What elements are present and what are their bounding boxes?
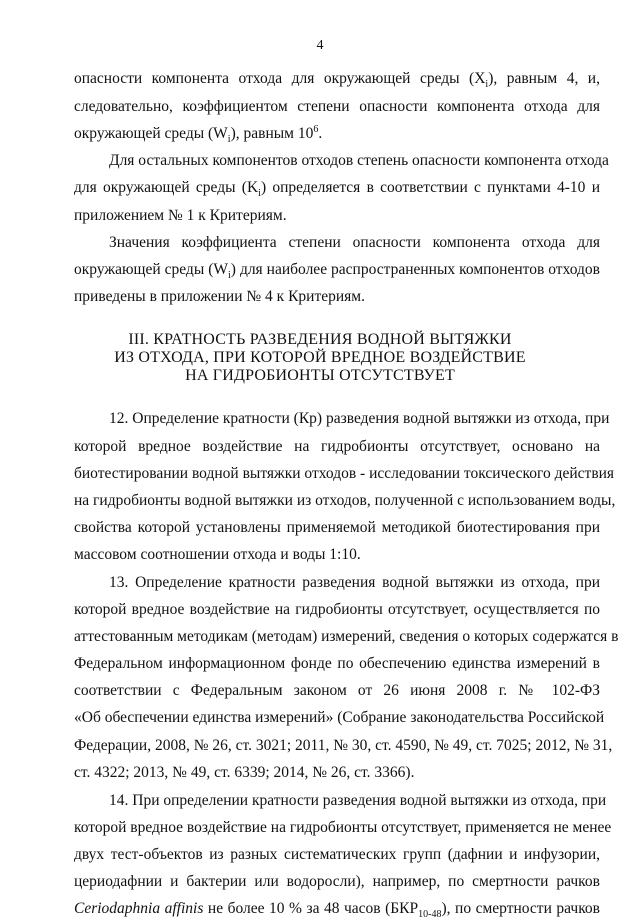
text-line: окружающей среды $(W_i)$, равным $10^6$. — [74, 123, 323, 146]
section-heading: ИЗ ОТХОДА, ПРИ КОТОРОЙ ВРЕДНОЕ ВОЗДЕЙСТВИЕ — [114, 349, 526, 366]
text-line: для окружающей среды $(K_i)$ определяется в соответствии с пунктами 4-10 и — [74, 179, 600, 200]
text-line: 13. Определение кратности разведения водной вытяжки из отхода, при — [109, 574, 600, 591]
text-line: приложением № 1 к Критериям. — [74, 207, 287, 224]
text-line: Для остальных компонентов отходов степень опасности компонента отхода — [109, 152, 609, 169]
text-line: которой вредное воздействие на гидробионты отсутствует, применяется не менее — [74, 819, 612, 836]
text-line: опасности компонента отхода для окружающей среды $(X_i)$, равным 4, и, — [74, 70, 600, 91]
text-line: Федеральном информационном фонде по обеспечению единства измерений в — [74, 655, 600, 672]
text-line: окружающей среды $(W_i)$ для наиболее распространенных компонентов отходов — [74, 261, 601, 282]
section-heading: НА ГИДРОБИОНТЫ ОТСУТСТВУЕТ — [185, 367, 455, 384]
section-heading: III. КРАТНОСТЬ РАЗВЕДЕНИЯ ВОДНОЙ ВЫТЯЖКИ — [128, 331, 512, 348]
text-line: Значения коэффициента степени опасности компонента отхода для — [109, 234, 600, 251]
text-line: 12. Определение кратности (Кр) разведения водной вытяжки из отхода, при — [109, 410, 610, 427]
text-line: 14. При определении кратности разведения водной вытяжки из отхода, при — [109, 792, 607, 809]
text-line: массовом соотношении отхода и воды 1:10. — [74, 546, 361, 563]
text-line: которой вредное воздействие на гидробионты отсутствует, осуществляется по — [74, 601, 600, 618]
text-line: биотестировании водной вытяжки отходов - исследовании токсического действия — [74, 465, 615, 482]
text-line: свойства которой установлены применяемой методикой биотестирования при — [74, 519, 600, 536]
text-line: которой вредное воздействие на гидробионты отсутствует, основано на — [74, 438, 600, 455]
text-line: соответствии с Федеральным законом от 26 июня 2008 г. № 102-ФЗ — [74, 682, 600, 699]
text-line: приведены в приложении № 4 к Критериям. — [74, 288, 365, 305]
text-line: двух тест-объектов из разных систематических групп (дафнии и инфузории, — [74, 846, 600, 863]
text-line: Федерации, 2008, № 26, ст. 3021; 2011, № 30, ст. 4590, № 49, ст. 7025; 2012, № 31, — [74, 737, 613, 754]
text-line: на гидробионты водной вытяжки из отходов, полученной с использованием воды, — [74, 492, 616, 509]
text-line: аттестованным методикам (методам) измерений, сведения о которых содержатся в — [74, 628, 619, 645]
text-line: «Об обеспечении единства измерений» (Собрание законодательства Российской — [74, 709, 605, 726]
text-line: ст. 4322; 2013, № 49, ст. 6339; 2014, № 26, ст. 3366). — [74, 764, 415, 781]
text-line: следовательно, коэффициентом степени опасности компонента отхода для — [74, 98, 600, 115]
text-line: цериодафнии и бактерии или водоросли), например, по смертности рачков — [74, 873, 600, 890]
text-line: Ceriodaphnia affinis не более 10 % за 48 часов $(БКР_{10-48})$, по смертности рачков — [74, 900, 600, 920]
page-number: 4 — [316, 38, 324, 53]
